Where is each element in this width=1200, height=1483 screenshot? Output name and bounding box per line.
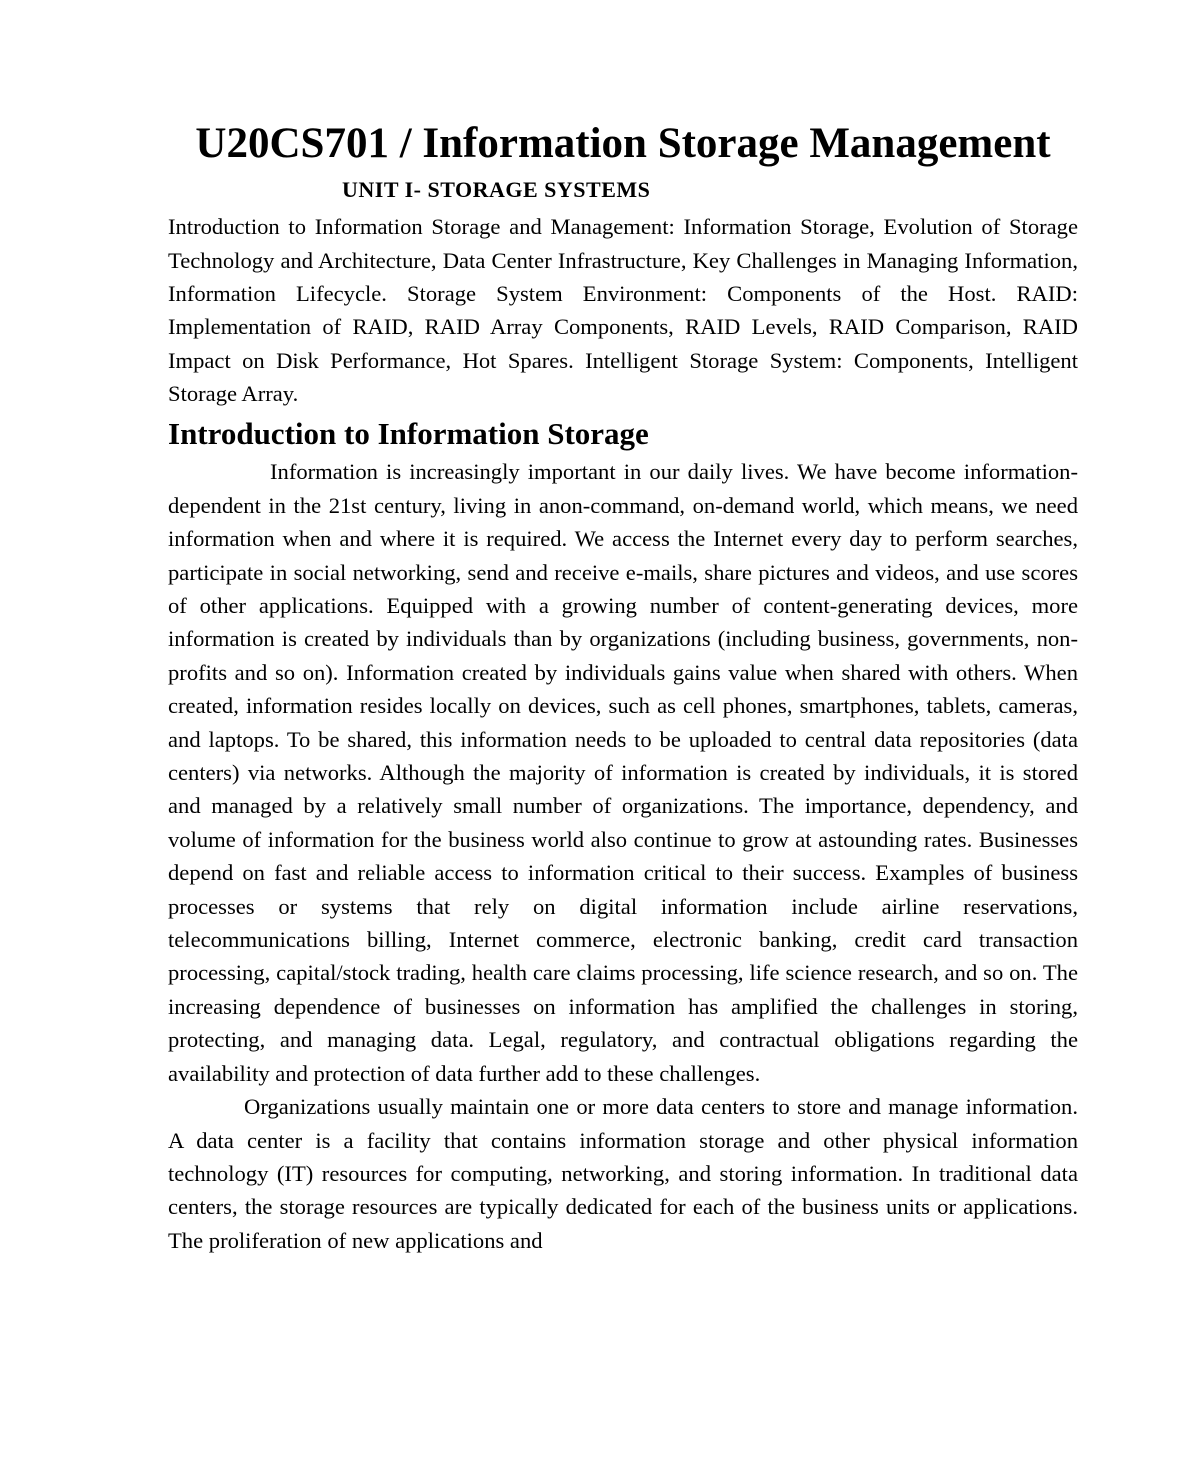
unit-title: UNIT I- STORAGE SYSTEMS xyxy=(342,176,651,202)
syllabus-paragraph: Introduction to Information Storage and Management: Information Storage, Evolution of Storage Technology and Architecture, Data Center Infrastructure, Key Challenges in Managing Information, Information Lifecycle. Storage System Environment: Components of the Host. RAID: Implementation of RAID, RAID Array Components, RAID Levels, RAID Comparison, RAID Impact on Disk Performance, Hot Spares. Intelligent Storage System: Components, Intelligent Storage Array. xyxy=(168,214,1078,407)
body-paragraph-1: Information is increasingly important in our daily lives. We have become information- dependent in the 21st century, living in anon-command, on-demand world, which means, we need information when and where it is required. We access the Internet every day to perform searches, participate in social networking, send and receive e-mails, share pictures and videos, and use scores of other applications. Equipped with a growing number of content-generating devices, more information is created by individuals than by organizations (including business, governments, non-profits and so on). Information created by individuals gains value when shared with others. When created, information resides locally on devices, such as cell phones, smartphones, tablets, cameras, and laptops. To be shared, this information needs to be uploaded to central data repositories (data centers) via networks. Although the majority of information is created by individuals, it is stored and managed by a relatively small number of organizations. The importance, dependency, and volume of information for the business world also continue to grow at astounding rates. Businesses depend on fast and reliable access to information critical to their success. Examples of business processes or systems that rely on digital information include airline reservations, telecommunications billing, Internet commerce, electronic banking, credit card transaction processing, capital/stock trading, health care claims processing, life science research, and so on. The increasing dependence of businesses on information has amplified the challenges in storing, protecting, and managing data. Legal, regulatory, and contractual obligations regarding the availability and protection of data further add to these challenges. xyxy=(168,459,1078,1086)
document-title: U20CS701 / Information Storage Management xyxy=(195,120,1051,167)
section-heading: Introduction to Information Storage xyxy=(168,415,649,451)
body-paragraph-2: Organizations usually maintain one or more data centers to store and manage information. A data center is a facility that contains information storage and other physical information technology (IT) resources for computing, networking, and storing information. In traditional data centers, the storage resources are typically dedicated for each of the business units or applications. The proliferation of new applications and xyxy=(168,1094,1078,1253)
document-page xyxy=(168,118,1078,1257)
